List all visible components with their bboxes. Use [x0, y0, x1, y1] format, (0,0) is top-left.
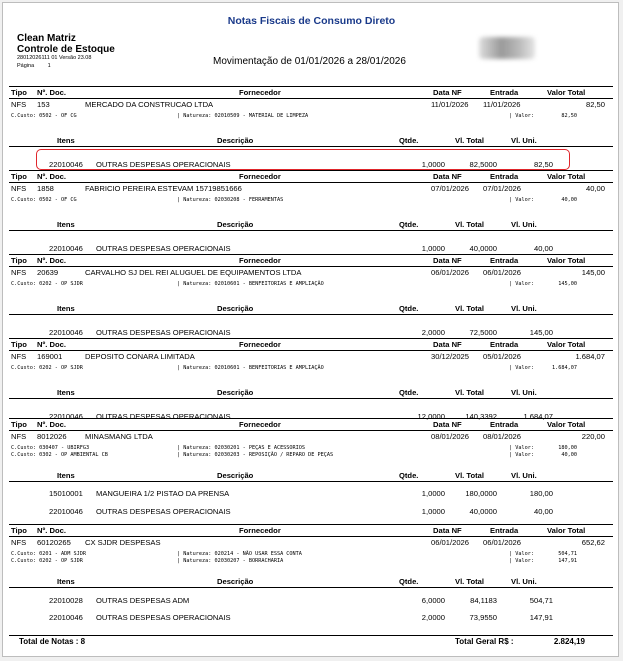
item-vl-total: 40,0000 — [469, 507, 497, 516]
cost-valor: 40,00 — [561, 452, 577, 458]
item-description: OUTRAS DESPESAS OPERACIONAIS — [96, 160, 231, 169]
item-vl-total: 140,3392 — [465, 412, 497, 421]
note-tipo: NFS — [11, 538, 27, 547]
natureza: | Natureza: 02030207 - BORRACHARIA — [177, 558, 284, 564]
cost-center: C.Custo: 0201 - ADM SJDR — [11, 551, 86, 557]
note-tipo: NFS — [11, 100, 27, 109]
total-geral-label: Total Geral R$ : — [455, 637, 514, 646]
vl-total-header: Vl. Total — [455, 577, 484, 586]
cost-center: C.Custo: 030407 - UBIRFG3 — [11, 445, 90, 451]
cost-valor: 1.684,07 — [552, 365, 577, 371]
note-entrada: 06/01/2026 — [483, 538, 522, 547]
cost-valor-label: | Valor: — [509, 551, 534, 557]
cost-center: C.Custo: 0202 - OP SJDR — [11, 558, 83, 564]
item-qtde: 1,0000 — [421, 160, 445, 169]
items-header: Itens — [57, 577, 75, 586]
natureza: | Natureza: 020214 - NÃO USAR ESSA CONTA — [177, 551, 302, 557]
page-label: Página — [17, 63, 35, 69]
company-block — [17, 33, 115, 71]
item-vl-uni: 40,00 — [533, 507, 553, 516]
qtde-header: Qtde. — [399, 471, 419, 480]
note-entrada: 08/01/2026 — [483, 432, 522, 441]
natureza: | Natureza: 02010601 - BENFEITORIAS E AMPLIAÇÃO — [177, 281, 324, 287]
item-vl-total: 72,5000 — [469, 328, 497, 337]
note-data-nf: 30/12/2025 — [431, 352, 470, 361]
note-entrada: 05/01/2026 — [483, 352, 522, 361]
item-code: 22010046 — [49, 507, 83, 516]
note-data-nf: 06/01/2026 — [431, 538, 470, 547]
note-separator — [9, 170, 613, 171]
col-data-nf-header: Data NF — [433, 526, 462, 535]
note-doc: 60120265 — [37, 538, 71, 547]
qtde-header: Qtde. — [399, 220, 419, 229]
footer-divider — [9, 635, 613, 636]
company-logo — [479, 37, 535, 59]
col-entrada-header: Entrada — [490, 420, 519, 429]
item-vl-uni: 504,71 — [529, 596, 553, 605]
highlight-box — [36, 149, 570, 170]
item-vl-uni: 1.684,07 — [523, 412, 553, 421]
cost-valor: 180,00 — [558, 445, 577, 451]
item-description: OUTRAS DESPESAS OPERACIONAIS — [96, 244, 231, 253]
col-valor-total-header: Valor Total — [547, 340, 586, 349]
cost-valor-label: | Valor: — [509, 113, 534, 119]
item-vl-total: 82,5000 — [469, 160, 497, 169]
note-valor: 1.684,07 — [575, 352, 605, 361]
item-vl-total: 180,0000 — [465, 489, 497, 498]
descricao-header: Descrição — [217, 388, 254, 397]
col-doc-header: Nº. Doc. — [37, 420, 66, 429]
cost-valor: 147,91 — [558, 558, 577, 564]
note-valor: 652,62 — [581, 538, 605, 547]
note-separator — [9, 524, 613, 525]
company-name: Clean Matriz — [17, 33, 76, 44]
natureza: | Natureza: 02010509 - MATERIAL DE LIMPEZA — [177, 113, 309, 119]
col-entrada-header: Entrada — [490, 172, 519, 181]
item-vl-total: 40,0000 — [469, 244, 497, 253]
note-separator — [9, 338, 613, 339]
cost-valor-label: | Valor: — [509, 197, 534, 203]
col-fornecedor-header: Fornecedor — [239, 526, 281, 535]
note-tipo: NFS — [11, 268, 27, 277]
item-qtde: 1,0000 — [421, 244, 445, 253]
item-qtde: 1,0000 — [421, 489, 445, 498]
col-doc-header: Nº. Doc. — [37, 340, 66, 349]
note-doc: 153 — [37, 100, 50, 109]
note-valor: 40,00 — [585, 184, 605, 193]
col-tipo-header: Tipo — [11, 256, 27, 265]
vl-total-header: Vl. Total — [455, 388, 484, 397]
vl-total-header: Vl. Total — [455, 471, 484, 480]
col-entrada-header: Entrada — [490, 88, 519, 97]
report-title: Notas Fiscais de Consumo Direto — [227, 15, 396, 27]
total-notas-value: 8 — [80, 637, 86, 646]
items-header: Itens — [57, 388, 75, 397]
note-valor: 82,50 — [585, 100, 605, 109]
item-qtde: 12,0000 — [417, 412, 445, 421]
note-data-nf: 11/01/2026 — [431, 100, 469, 109]
item-code: 22010046 — [49, 613, 83, 622]
descricao-header: Descrição — [217, 577, 254, 586]
items-divider — [9, 481, 613, 482]
note-entrada: 06/01/2026 — [483, 268, 522, 277]
item-vl-uni: 180,00 — [529, 489, 553, 498]
cost-center: C.Custo: 0502 - OF CG — [11, 197, 77, 203]
cost-center: C.Custo: 0202 - OP SJDR — [11, 365, 83, 371]
col-data-nf-header: Data NF — [433, 340, 462, 349]
header-divider — [9, 350, 613, 351]
header-divider — [9, 536, 613, 537]
natureza: | Natureza: 02030208 - FERRAMENTAS — [177, 197, 284, 203]
col-fornecedor-header: Fornecedor — [239, 340, 281, 349]
col-fornecedor-header: Fornecedor — [239, 172, 281, 181]
note-data-nf: 07/01/2026 — [431, 184, 470, 193]
qtde-header: Qtde. — [399, 136, 419, 145]
vl-total-header: Vl. Total — [455, 304, 484, 313]
vl-uni-header: Vl. Uni. — [511, 577, 537, 586]
note-fornecedor: MERCADO DA CONSTRUCAO LTDA — [85, 100, 214, 109]
cost-valor: 82,50 — [561, 113, 577, 119]
note-entrada: 11/01/2026 — [483, 100, 521, 109]
note-data-nf: 06/01/2026 — [431, 268, 470, 277]
note-tipo: NFS — [11, 184, 27, 193]
col-tipo-header: Tipo — [11, 172, 27, 181]
item-code: 22010046 — [49, 160, 83, 169]
cost-valor: 145,00 — [558, 281, 577, 287]
qtde-header: Qtde. — [399, 304, 419, 313]
col-tipo-header: Tipo — [11, 420, 27, 429]
item-vl-uni: 145,00 — [529, 328, 553, 337]
note-doc: 169001 — [37, 352, 63, 361]
item-qtde: 2,0000 — [421, 613, 445, 622]
qtde-header: Qtde. — [399, 388, 419, 397]
descricao-header: Descrição — [217, 136, 254, 145]
natureza: | Natureza: 02010601 - BENFEITORIAS E AMPLIAÇÃO — [177, 365, 324, 371]
items-header: Itens — [57, 304, 75, 313]
item-vl-uni: 40,00 — [533, 244, 553, 253]
cost-valor-label: | Valor: — [509, 445, 534, 451]
header-divider — [9, 98, 613, 99]
items-divider — [9, 587, 613, 588]
item-description: MANGUEIRA 1/2 PISTAO DA PRENSA — [96, 489, 230, 498]
note-doc: 20639 — [37, 268, 59, 277]
item-vl-uni: 147,91 — [529, 613, 553, 622]
col-valor-total-header: Valor Total — [547, 172, 586, 181]
cost-valor: 504,71 — [558, 551, 577, 557]
note-fornecedor: FABRICIO PEREIRA ESTEVAM 15719851666 — [85, 184, 242, 193]
col-entrada-header: Entrada — [490, 256, 519, 265]
col-doc-header: Nº. Doc. — [37, 88, 66, 97]
col-valor-total-header: Valor Total — [547, 420, 586, 429]
item-code: 22010046 — [49, 412, 83, 421]
item-code: 15010001 — [49, 489, 83, 498]
descricao-header: Descrição — [217, 304, 254, 313]
vl-total-header: Vl. Total — [455, 136, 484, 145]
note-data-nf: 08/01/2026 — [431, 432, 470, 441]
col-entrada-header: Entrada — [490, 526, 519, 535]
item-code: 22010028 — [49, 596, 83, 605]
col-entrada-header: Entrada — [490, 340, 519, 349]
note-valor: 220,00 — [581, 432, 605, 441]
note-fornecedor: CARVALHO SJ DEL REI ALUGUEL DE EQUIPAMENTOS LTDA — [85, 268, 302, 277]
note-doc: 8012026 — [37, 432, 67, 441]
item-description: OUTRAS DESPESAS OPERACIONAIS — [96, 613, 231, 622]
qtde-header: Qtde. — [399, 577, 419, 586]
report-period: Movimentação de 01/01/2026 a 28/01/2026 — [213, 56, 406, 67]
note-fornecedor: MINASMANG LTDA — [85, 432, 153, 441]
vl-uni-header: Vl. Uni. — [511, 471, 537, 480]
page-indicator — [17, 62, 115, 71]
col-tipo-header: Tipo — [11, 340, 27, 349]
descricao-header: Descrição — [217, 471, 254, 480]
header-divider — [9, 266, 613, 267]
vl-uni-header: Vl. Uni. — [511, 220, 537, 229]
cost-valor-label: | Valor: — [509, 452, 534, 458]
note-separator — [9, 254, 613, 255]
vl-uni-header: Vl. Uni. — [511, 388, 537, 397]
note-valor: 145,00 — [581, 268, 605, 277]
col-data-nf-header: Data NF — [433, 420, 462, 429]
col-fornecedor-header: Fornecedor — [239, 256, 281, 265]
item-vl-uni: 82,50 — [533, 160, 553, 169]
col-doc-header: Nº. Doc. — [37, 256, 66, 265]
item-description: OUTRAS DESPESAS OPERACIONAIS — [96, 328, 231, 337]
note-fornecedor: DEPOSITO CONARA LIMITADA — [85, 352, 195, 361]
descricao-header: Descrição — [217, 220, 254, 229]
items-divider — [9, 146, 613, 147]
vl-uni-header: Vl. Uni. — [511, 304, 537, 313]
cost-center: C.Custo: 0302 - OP AMBIENTAL CB — [11, 452, 108, 458]
report-page — [2, 2, 619, 657]
col-valor-total-header: Valor Total — [547, 526, 586, 535]
col-tipo-header: Tipo — [11, 526, 27, 535]
col-fornecedor-header: Fornecedor — [239, 420, 281, 429]
col-fornecedor-header: Fornecedor — [239, 88, 281, 97]
natureza: | Natureza: 02030201 - PEÇAS E ACESSORIOS — [177, 445, 306, 451]
cost-valor-label: | Valor: — [509, 365, 534, 371]
note-entrada: 07/01/2026 — [483, 184, 522, 193]
total-notas — [19, 637, 85, 646]
col-doc-header: Nº. Doc. — [37, 172, 66, 181]
header-divider — [9, 182, 613, 183]
total-notas-label: Total de Notas : — [19, 637, 79, 646]
cost-valor: 40,00 — [561, 197, 577, 203]
col-data-nf-header: Data NF — [433, 256, 462, 265]
cost-valor-label: | Valor: — [509, 558, 534, 564]
vl-total-header: Vl. Total — [455, 220, 484, 229]
item-description: OUTRAS DESPESAS OPERACIONAIS — [96, 507, 231, 516]
note-fornecedor: CX SJDR DESPESAS — [85, 538, 161, 547]
cost-center: C.Custo: 0202 - OP SJDR — [11, 281, 83, 287]
items-header: Itens — [57, 136, 75, 145]
col-tipo-header: Tipo — [11, 88, 27, 97]
header-divider — [9, 430, 613, 431]
items-divider — [9, 314, 613, 315]
report-subtitle: Controle de Estoque — [17, 44, 115, 55]
col-doc-header: Nº. Doc. — [37, 526, 66, 535]
natureza: | Natureza: 02030203 - REPOSIÇÃO / REPARO DE PEÇAS — [177, 452, 334, 458]
col-valor-total-header: Valor Total — [547, 88, 586, 97]
col-valor-total-header: Valor Total — [547, 256, 586, 265]
note-separator — [9, 418, 613, 419]
items-header: Itens — [57, 471, 75, 480]
note-tipo: NFS — [11, 432, 27, 441]
item-code: 22010046 — [49, 328, 83, 337]
item-description: OUTRAS DESPESAS ADM — [96, 596, 190, 605]
col-data-nf-header: Data NF — [433, 172, 462, 181]
item-vl-total: 73,9550 — [469, 613, 497, 622]
item-qtde: 6,0000 — [421, 596, 445, 605]
items-divider — [9, 230, 613, 231]
cost-valor-label: | Valor: — [509, 281, 534, 287]
note-separator — [9, 86, 613, 87]
item-description: OUTRAS DESPESAS OPERACIONAIS — [96, 412, 231, 421]
cost-center: C.Custo: 0502 - OF CG — [11, 113, 77, 119]
items-divider — [9, 398, 613, 399]
total-geral-value: 2.824,19 — [553, 637, 585, 646]
item-qtde: 1,0000 — [421, 507, 445, 516]
items-header: Itens — [57, 220, 75, 229]
report-meta: 28012026111 01 Versão 23.08 — [17, 55, 92, 61]
page-number: 1 — [47, 63, 51, 69]
item-code: 22010046 — [49, 244, 83, 253]
col-data-nf-header: Data NF — [433, 88, 462, 97]
note-tipo: NFS — [11, 352, 27, 361]
note-doc: 1858 — [37, 184, 54, 193]
item-vl-total: 84,1183 — [470, 596, 497, 605]
item-qtde: 2,0000 — [421, 328, 445, 337]
vl-uni-header: Vl. Uni. — [511, 136, 537, 145]
